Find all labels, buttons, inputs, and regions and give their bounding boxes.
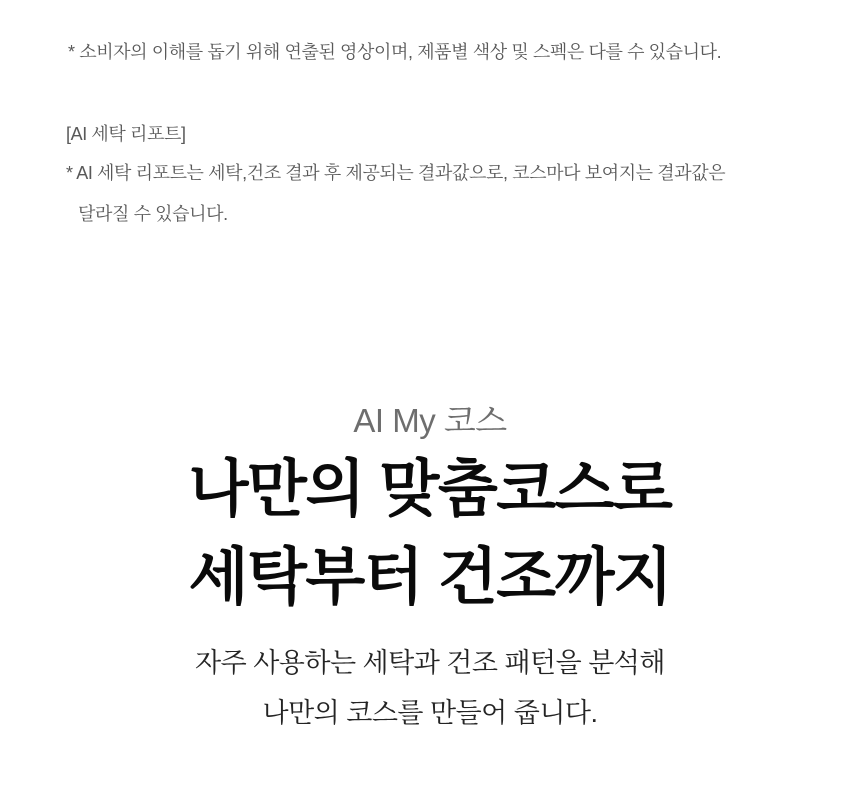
feature-title-line2: 세탁부터 건조까지 xyxy=(188,543,672,612)
feature-subtitle-line2: 나만의 코스를 만들어 줍니다. xyxy=(262,698,598,728)
feature-title xyxy=(0,446,860,622)
feature-subtitle-line1: 자주 사용하는 세탁과 건조 패턴을 분석해 xyxy=(195,648,665,678)
ai-wash-report-note-line2: 달라질 수 있습니다. xyxy=(78,204,228,224)
feature-title-line1: 나만의 맞춤코스로 xyxy=(188,455,672,524)
ai-wash-report-note-line1: * AI 세탁 리포트는 세탁,건조 결과 후 제공되는 결과값으로, 코스마다 보여지는 결과값은 xyxy=(66,163,726,183)
video-disclaimer-text: * 소비자의 이해를 돕기 위해 연출된 영상이며, 제품별 색상 및 스펙은 다를 수 있습니다. xyxy=(68,42,722,62)
feature-subtitle xyxy=(0,638,860,738)
feature-eyebrow-label: AI My 코스 xyxy=(353,402,507,439)
ai-wash-report-heading: [AI 세탁 리포트] xyxy=(66,124,186,144)
